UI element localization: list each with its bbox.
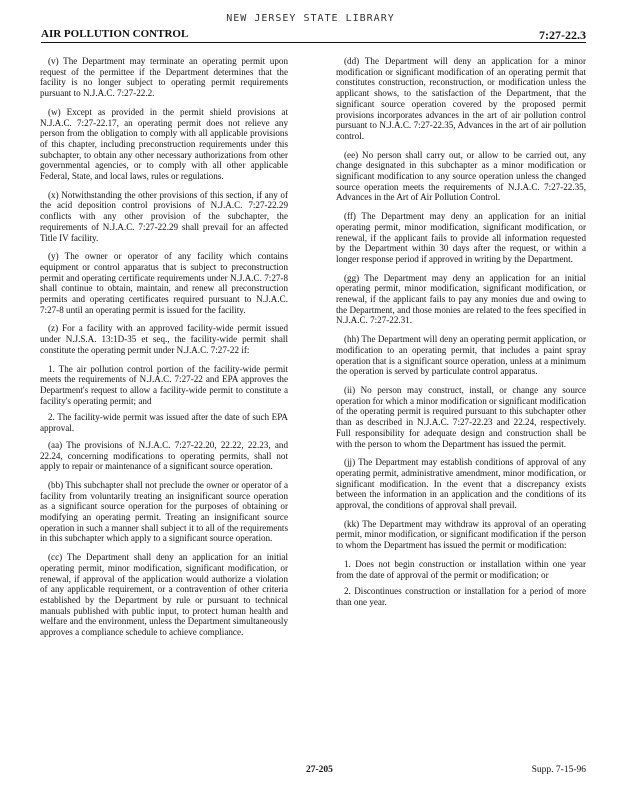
- paragraph-w: (w) Except as provided in the permit shield provisions at N.J.A.C. 7:27-22.17, an operating permit does not relieve any person from the obligation to comply with all applicable provisions of this chapter, including preconstruction requirements under this subchapter, to obtain any other necessary authorizations from other governmental agencies, or to comply with all other applicable Federal, State, and local laws, rules or regulations.: [40, 106, 288, 182]
- right-column: [336, 56, 586, 614]
- chapter-title: AIR POLLUTION CONTROL: [41, 28, 189, 40]
- paragraph-cc: (cc) The Department shall deny an application for an initial operating permit, minor modification, significant modification, or renewal, if approval of the application would authorize a violation of any applicable requirement, or a contravention of other criteria established by the Department by rule or pursuant to technical manuals published with public input, to protect human health and welfare and the environment, unless the Department simultaneously approves a compliance schedule to achieve compliance.: [40, 552, 288, 638]
- paragraph-jj: (jj) The Department may establish conditions of approval of any operating permit, administrative amendment, minor modification, or significant modification. In the event that a discrepancy exists between the information in an application and the conditions of its approval, the conditions of approval shall prevail.: [336, 457, 586, 511]
- paragraph-bb: (bb) This subchapter shall not preclude the owner or operator of a facility from voluntarily treating an insignificant source operation as a significant source operation for the purposes of obtaining or modifying an operating permit. Treating an insignificant source operation in such a manner shall subject it to all of the requirements in this subchapter which apply to a significant source operation.: [40, 479, 288, 544]
- paragraph-ii: (ii) No person may construct, install, or change any source operation for which a minor modification or significant modification of the operating permit is required pursuant to this subchapter other than as described in N.J.A.C. 7:27-22.23 and 22.24, respectively. Full responsibility for adequate design and construction shall be with the person to whom the Department has issued the permit.: [336, 384, 587, 449]
- paragraph-z-2: 2. The facility-wide permit was issued after the date of such EPA approval.: [40, 412, 288, 434]
- paragraph-ff: (ff) The Department may deny an application for an initial operating permit, minor modification, significant modification, or renewal, if the applicant fails to provide all information requested by the Department within 30 days after the request, or within a longer response period if approved in writing by the Department.: [336, 211, 586, 264]
- paragraph-v: (v) The Department may terminate an operating permit upon request of the permittee if the Department determines that the facility is no longer subject to operating permit requirements pursuant to N.J.A.C. 7:27-22.2.: [40, 56, 288, 99]
- paragraph-y: (y) The owner or operator of any facility which contains equipment or control apparatus that is subject to preconstruction permit and operating certificate requirements under N.J.A.C. 7:27-8 shall continue to obtain, maintain, and renew all preconstruction permits and operating certificates required pursuant to N.J.A.C. 7:27-8 until an operating permit is issued for the facility.: [40, 251, 288, 315]
- paragraph-kk-2: 2. Discontinues construction or installation for a period of more than one year.: [336, 586, 586, 607]
- page-header: [41, 28, 586, 43]
- section-number: 7:27-22.3: [539, 28, 586, 42]
- paragraph-x: (x) Notwithstanding the other provisions of this section, if any of the acid deposition control provisions of N.J.A.C. 7:27-22.29 conflicts with any other provision of the subchapter, the requirements of N.J.A.C. 7:27-22.29 shall prevail for an affected Title IV facility.: [40, 189, 288, 243]
- paragraph-kk: (kk) The Department may withdraw its approval of an operating permit, minor modification, or significant modification if the person to whom the Department has issued the permit or modification:: [336, 518, 586, 551]
- paragraph-dd: (dd) The Department will deny an application for a minor modification or significant modification of an operating permit that constitutes construction, reconstruction, or modification unless the applicant shows, to the satisfaction of the Department, that the significant source operation covered by the proposed permit provisions incorporates advances in the art of air pollution control pursuant to N.J.A.C. 7:27-22.35, Advances in the art of air pollution control.: [336, 56, 586, 141]
- library-stamp: NEW JERSEY STATE LIBRARY: [226, 13, 395, 24]
- paragraph-aa: (aa) The provisions of N.J.A.C. 7:27-22.20, 22.22, 22.23, and 22.24, concerning modifications to operating permits, shall not apply to repair or maintenance of a significant source operation.: [40, 439, 288, 472]
- left-column: [40, 56, 288, 646]
- paragraph-z-1: 1. The air pollution control portion of the facility-wide permit meets the requirements of N.J.A.C. 7:27-22 and EPA approves the Department's request to allow a facility-wide permit to constitute a facility's operating permit; and: [40, 363, 288, 406]
- paragraph-ee: (ee) No person shall carry out, or allow to be carried out, any change designated in this subchapter as a minor modification or significant modification to any source operation unless the changed source operation meets the requirements of N.J.A.C. 7:27-22.35, Advances in the Art of Air Pollution Control.: [336, 149, 586, 203]
- page-number: 27-205: [306, 765, 333, 775]
- paragraph-kk-1: 1. Does not begin construction or installation within one year from the date of approval of the permit or modification; or: [336, 558, 586, 580]
- paragraph-hh: (hh) The Department will deny an operating permit application, or modification to an operating permit, that includes a paint spray operation that is a significant source operation, unless at a minimum the operation is served by particulate control apparatus.: [336, 334, 586, 377]
- paragraph-z: (z) For a facility with an approved facility-wide permit issued under N.J.S.A. 13:1D-35 et seq., the facility-wide permit shall constitute the operating permit under N.J.A.C. 7:27-22 if:: [40, 323, 288, 355]
- supplement-date: Supp. 7-15-96: [531, 765, 586, 775]
- paragraph-gg: (gg) The Department may deny an application for an initial operating permit, minor modification, significant modification, or renewal, if the applicant fails to pay any monies due and owing to the Department, and those monies are related to the fees specified in N.J.A.C. 7:27-22.31.: [336, 272, 586, 326]
